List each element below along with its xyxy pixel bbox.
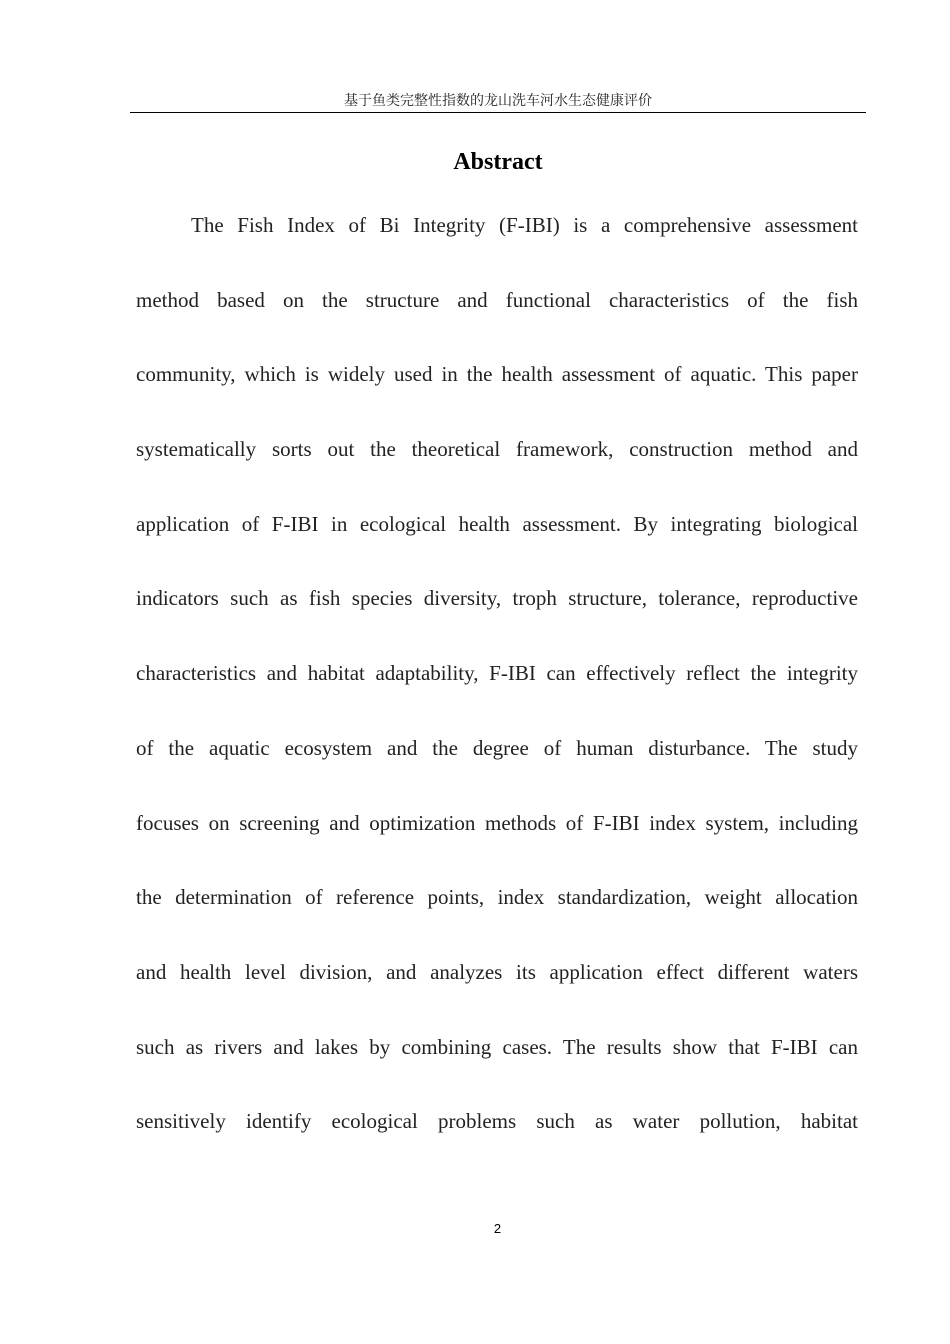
abstract-line: method based on the structure and functional characteristics of the fish: [136, 287, 858, 312]
header-rule: [130, 112, 866, 113]
abstract-line: community, which is widely used in the health assessment of aquatic. This paper: [136, 362, 858, 387]
abstract-line: sensitively identify ecological problems such as water pollution, habitat: [136, 1109, 858, 1134]
abstract-line: focuses on screening and optimization methods of F-IBI index system, including: [136, 810, 858, 835]
abstract-line: characteristics and habitat adaptability, F-IBI can effectively reflect the integrity: [136, 661, 858, 686]
abstract-line: The Fish Index of Bi Integrity (F-IBI) is a comprehensive assessment: [191, 213, 858, 237]
abstract-line: of the aquatic ecosystem and the degree of human disturbance. The study: [136, 735, 858, 760]
abstract-line: systematically sorts out the theoretical framework, construction method and: [136, 437, 858, 462]
abstract-body: [136, 207, 858, 1178]
abstract-line: and health level division, and analyzes its application effect different waters: [136, 959, 858, 984]
abstract-line: the determination of reference points, index standardization, weight allocation: [136, 885, 858, 910]
running-header: 基于鱼类完整性指数的龙山洗车河水生态健康评价: [344, 93, 652, 109]
abstract-line: such as rivers and lakes by combining cases. The results show that F-IBI can: [136, 1034, 858, 1059]
abstract-line: application of F-IBI in ecological health assessment. By integrating biological: [136, 511, 858, 536]
abstract-heading: Abstract: [453, 149, 543, 175]
page-number: 2: [493, 1221, 502, 1236]
abstract-line: indicators such as fish species diversity, troph structure, tolerance, reproductive: [136, 586, 858, 611]
